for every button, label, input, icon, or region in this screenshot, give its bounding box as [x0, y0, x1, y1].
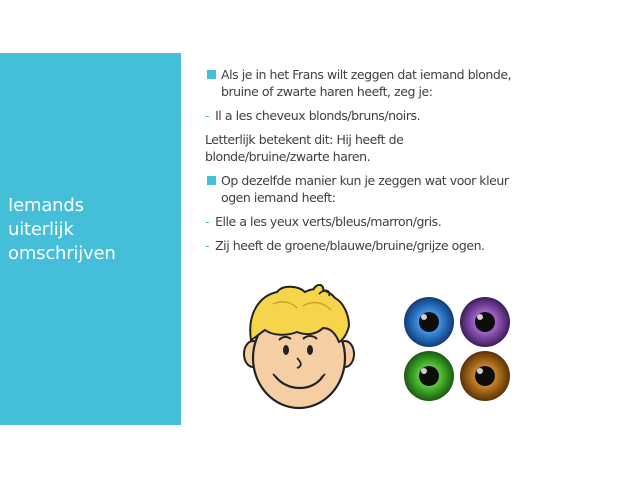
- dash-marker: -: [205, 238, 210, 253]
- dash-item: [205, 213, 585, 230]
- dash-marker: -: [205, 214, 210, 229]
- blue-eye-icon: [404, 297, 454, 347]
- square-bullet-icon: [207, 176, 216, 185]
- bullet-text: Op dezelfde manier kun je zeggen wat voor kleur: [221, 173, 509, 188]
- dash-text: Zij heeft de groene/blauwe/bruine/grijze ogen.: [215, 238, 485, 253]
- paragraph: [205, 131, 585, 165]
- colored-eyes-icon: [402, 296, 514, 402]
- dash-item: [205, 237, 585, 254]
- green-eye-icon: [404, 351, 454, 401]
- slide-title: [8, 194, 173, 266]
- dash-text: Il a les cheveux blonds/bruns/noirs.: [215, 108, 421, 123]
- bullet-item: [205, 172, 585, 206]
- bullet-text: bruine of zwarte haren heeft, zeg je:: [221, 84, 433, 99]
- bullet-text: Als je in het Frans wilt zeggen dat iemand blonde,: [221, 67, 512, 82]
- bullet-text: ogen iemand heeft:: [221, 190, 336, 205]
- dash-text: Elle a les yeux verts/bleus/marron/gris.: [215, 214, 442, 229]
- dash-marker: -: [205, 108, 210, 123]
- bullet-item: [205, 66, 585, 100]
- paragraph-text: Letterlijk betekent dit: Hij heeft de: [205, 132, 404, 147]
- title-line-2: uiterlijk: [8, 219, 74, 240]
- purple-eye-icon: [460, 297, 510, 347]
- cartoon-boy-face-icon: [243, 284, 355, 412]
- paragraph-text: blonde/bruine/zwarte haren.: [205, 149, 371, 164]
- dash-item: [205, 107, 585, 124]
- brown-eye-icon: [460, 351, 510, 401]
- title-line-1: Iemands: [8, 195, 84, 216]
- title-line-3: omschrijven: [8, 243, 116, 264]
- square-bullet-icon: [207, 70, 216, 79]
- content-area: [205, 66, 585, 254]
